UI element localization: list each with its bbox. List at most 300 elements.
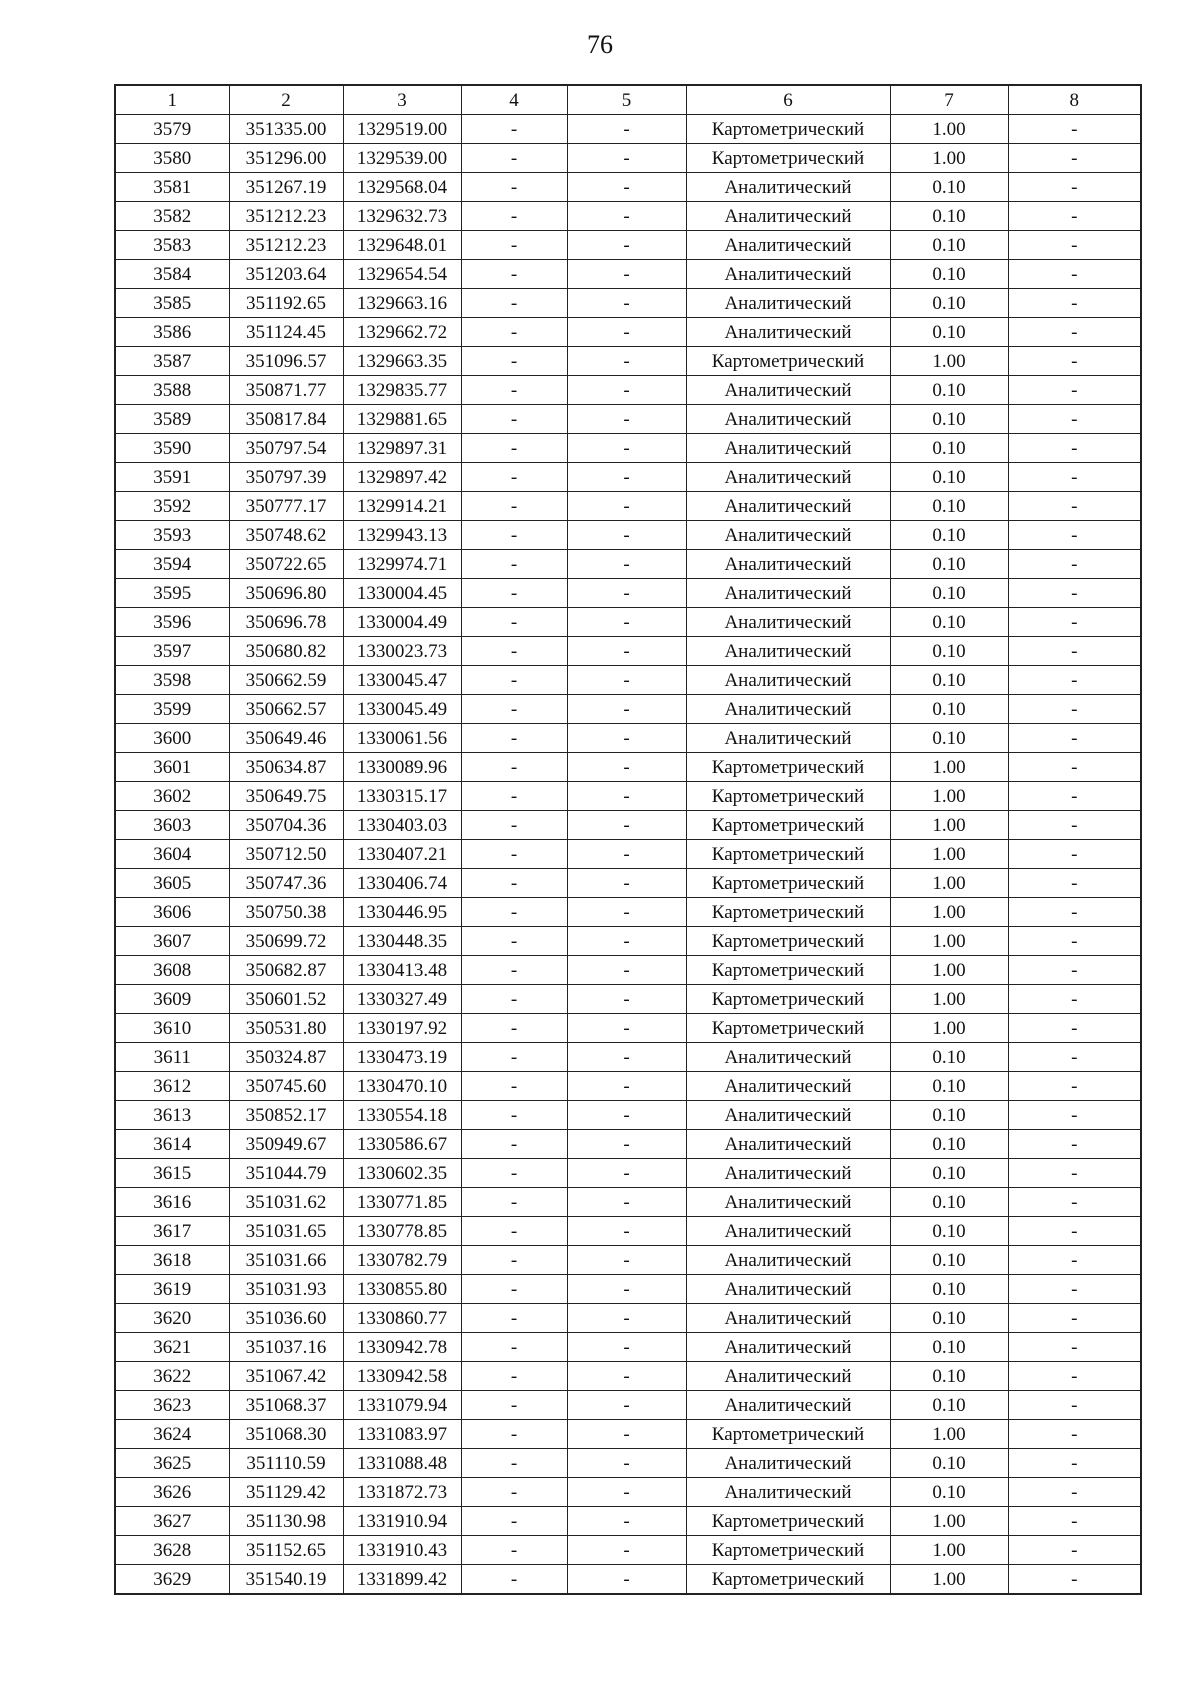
accuracy-cell: 0.10 — [890, 521, 1008, 550]
col-5-cell: - — [567, 1536, 686, 1565]
x-coordinate-cell: 351031.62 — [229, 1188, 343, 1217]
col-4-cell: - — [461, 898, 567, 927]
accuracy-cell: 0.10 — [890, 260, 1008, 289]
table-row — [115, 405, 1141, 434]
y-coordinate-cell: 1329897.42 — [343, 463, 461, 492]
col-4-cell: - — [461, 1275, 567, 1304]
table-row — [115, 347, 1141, 376]
y-coordinate-cell: 1330602.35 — [343, 1159, 461, 1188]
x-coordinate-cell: 350699.72 — [229, 927, 343, 956]
col-4-cell: - — [461, 1217, 567, 1246]
col-4-cell: - — [461, 1449, 567, 1478]
table-row — [115, 1536, 1141, 1565]
x-coordinate-cell: 350949.67 — [229, 1130, 343, 1159]
col-4-cell: - — [461, 260, 567, 289]
table-row — [115, 1101, 1141, 1130]
table-row — [115, 260, 1141, 289]
x-coordinate-cell: 351212.23 — [229, 231, 343, 260]
col-4-cell: - — [461, 1188, 567, 1217]
table-row — [115, 1565, 1141, 1595]
y-coordinate-cell: 1329663.35 — [343, 347, 461, 376]
col-8-cell: - — [1008, 695, 1141, 724]
point-number-cell: 3608 — [115, 956, 229, 985]
col-5-cell: - — [567, 1565, 686, 1595]
method-cell: Аналитический — [686, 231, 890, 260]
point-number-cell: 3603 — [115, 811, 229, 840]
method-cell: Аналитический — [686, 202, 890, 231]
accuracy-cell: 0.10 — [890, 695, 1008, 724]
point-number-cell: 3616 — [115, 1188, 229, 1217]
table-row — [115, 1159, 1141, 1188]
point-number-cell: 3583 — [115, 231, 229, 260]
x-coordinate-cell: 351152.65 — [229, 1536, 343, 1565]
method-cell: Картометрический — [686, 1565, 890, 1595]
col-8-cell: - — [1008, 869, 1141, 898]
col-5-cell: - — [567, 782, 686, 811]
accuracy-cell: 0.10 — [890, 1304, 1008, 1333]
y-coordinate-cell: 1329943.13 — [343, 521, 461, 550]
table-row — [115, 898, 1141, 927]
y-coordinate-cell: 1330778.85 — [343, 1217, 461, 1246]
table-row — [115, 811, 1141, 840]
y-coordinate-cell: 1331872.73 — [343, 1478, 461, 1507]
col-8-cell: - — [1008, 1333, 1141, 1362]
column-header-5: 5 — [567, 85, 686, 115]
point-number-cell: 3614 — [115, 1130, 229, 1159]
col-5-cell: - — [567, 115, 686, 144]
x-coordinate-cell: 350601.52 — [229, 985, 343, 1014]
point-number-cell: 3625 — [115, 1449, 229, 1478]
point-number-cell: 3618 — [115, 1246, 229, 1275]
method-cell: Аналитический — [686, 1217, 890, 1246]
table-row — [115, 782, 1141, 811]
col-5-cell: - — [567, 521, 686, 550]
col-4-cell: - — [461, 956, 567, 985]
method-cell: Картометрический — [686, 1014, 890, 1043]
col-5-cell: - — [567, 695, 686, 724]
accuracy-cell: 0.10 — [890, 434, 1008, 463]
point-number-cell: 3589 — [115, 405, 229, 434]
x-coordinate-cell: 351124.45 — [229, 318, 343, 347]
accuracy-cell: 1.00 — [890, 985, 1008, 1014]
table-row — [115, 1072, 1141, 1101]
method-cell: Аналитический — [686, 695, 890, 724]
point-number-cell: 3610 — [115, 1014, 229, 1043]
point-number-cell: 3627 — [115, 1507, 229, 1536]
col-5-cell: - — [567, 956, 686, 985]
col-8-cell: - — [1008, 782, 1141, 811]
col-4-cell: - — [461, 173, 567, 202]
y-coordinate-cell: 1330942.58 — [343, 1362, 461, 1391]
method-cell: Аналитический — [686, 173, 890, 202]
col-4-cell: - — [461, 434, 567, 463]
method-cell: Аналитический — [686, 1101, 890, 1130]
col-8-cell: - — [1008, 579, 1141, 608]
method-cell: Аналитический — [686, 637, 890, 666]
col-5-cell: - — [567, 1362, 686, 1391]
col-4-cell: - — [461, 1072, 567, 1101]
x-coordinate-cell: 351031.93 — [229, 1275, 343, 1304]
y-coordinate-cell: 1330045.47 — [343, 666, 461, 695]
col-8-cell: - — [1008, 1507, 1141, 1536]
col-4-cell: - — [461, 144, 567, 173]
accuracy-cell: 0.10 — [890, 1449, 1008, 1478]
table-row — [115, 115, 1141, 144]
col-4-cell: - — [461, 231, 567, 260]
column-header-1: 1 — [115, 85, 229, 115]
y-coordinate-cell: 1330403.03 — [343, 811, 461, 840]
col-8-cell: - — [1008, 289, 1141, 318]
col-4-cell: - — [461, 1043, 567, 1072]
table-row — [115, 1014, 1141, 1043]
point-number-cell: 3585 — [115, 289, 229, 318]
accuracy-cell: 1.00 — [890, 347, 1008, 376]
y-coordinate-cell: 1329568.04 — [343, 173, 461, 202]
point-number-cell: 3609 — [115, 985, 229, 1014]
point-number-cell: 3582 — [115, 202, 229, 231]
table-row — [115, 579, 1141, 608]
x-coordinate-cell: 350817.84 — [229, 405, 343, 434]
col-4-cell: - — [461, 1478, 567, 1507]
accuracy-cell: 1.00 — [890, 840, 1008, 869]
col-8-cell: - — [1008, 115, 1141, 144]
col-8-cell: - — [1008, 1565, 1141, 1595]
x-coordinate-cell: 351036.60 — [229, 1304, 343, 1333]
table-row — [115, 1217, 1141, 1246]
y-coordinate-cell: 1329539.00 — [343, 144, 461, 173]
x-coordinate-cell: 350696.80 — [229, 579, 343, 608]
y-coordinate-cell: 1330446.95 — [343, 898, 461, 927]
col-5-cell: - — [567, 376, 686, 405]
col-4-cell: - — [461, 405, 567, 434]
col-8-cell: - — [1008, 840, 1141, 869]
method-cell: Картометрический — [686, 985, 890, 1014]
y-coordinate-cell: 1331899.42 — [343, 1565, 461, 1595]
col-5-cell: - — [567, 840, 686, 869]
col-4-cell: - — [461, 1362, 567, 1391]
y-coordinate-cell: 1330406.74 — [343, 869, 461, 898]
accuracy-cell: 0.10 — [890, 724, 1008, 753]
x-coordinate-cell: 350704.36 — [229, 811, 343, 840]
col-4-cell: - — [461, 1333, 567, 1362]
col-5-cell: - — [567, 985, 686, 1014]
col-8-cell: - — [1008, 1391, 1141, 1420]
col-5-cell: - — [567, 608, 686, 637]
col-4-cell: - — [461, 289, 567, 318]
col-4-cell: - — [461, 492, 567, 521]
col-5-cell: - — [567, 753, 686, 782]
point-number-cell: 3601 — [115, 753, 229, 782]
accuracy-cell: 0.10 — [890, 289, 1008, 318]
y-coordinate-cell: 1330315.17 — [343, 782, 461, 811]
accuracy-cell: 1.00 — [890, 927, 1008, 956]
column-header-7: 7 — [890, 85, 1008, 115]
point-number-cell: 3621 — [115, 1333, 229, 1362]
y-coordinate-cell: 1329654.54 — [343, 260, 461, 289]
method-cell: Картометрический — [686, 1507, 890, 1536]
col-4-cell: - — [461, 1304, 567, 1333]
column-header-4: 4 — [461, 85, 567, 115]
y-coordinate-cell: 1329897.31 — [343, 434, 461, 463]
method-cell: Аналитический — [686, 1159, 890, 1188]
col-8-cell: - — [1008, 985, 1141, 1014]
y-coordinate-cell: 1331083.97 — [343, 1420, 461, 1449]
table-row — [115, 1420, 1141, 1449]
col-4-cell: - — [461, 782, 567, 811]
method-cell: Аналитический — [686, 1275, 890, 1304]
method-cell: Картометрический — [686, 144, 890, 173]
y-coordinate-cell: 1329974.71 — [343, 550, 461, 579]
table-row — [115, 695, 1141, 724]
x-coordinate-cell: 351130.98 — [229, 1507, 343, 1536]
col-8-cell: - — [1008, 318, 1141, 347]
x-coordinate-cell: 351212.23 — [229, 202, 343, 231]
x-coordinate-cell: 350662.59 — [229, 666, 343, 695]
y-coordinate-cell: 1330855.80 — [343, 1275, 461, 1304]
col-8-cell: - — [1008, 898, 1141, 927]
method-cell: Аналитический — [686, 521, 890, 550]
accuracy-cell: 1.00 — [890, 1536, 1008, 1565]
col-8-cell: - — [1008, 1217, 1141, 1246]
accuracy-cell: 1.00 — [890, 144, 1008, 173]
col-5-cell: - — [567, 1333, 686, 1362]
accuracy-cell: 0.10 — [890, 1275, 1008, 1304]
accuracy-cell: 0.10 — [890, 550, 1008, 579]
x-coordinate-cell: 350777.17 — [229, 492, 343, 521]
col-8-cell: - — [1008, 666, 1141, 695]
col-8-cell: - — [1008, 637, 1141, 666]
table-row — [115, 1449, 1141, 1478]
col-8-cell: - — [1008, 1014, 1141, 1043]
col-8-cell: - — [1008, 1130, 1141, 1159]
x-coordinate-cell: 351068.30 — [229, 1420, 343, 1449]
table-row — [115, 202, 1141, 231]
col-4-cell: - — [461, 637, 567, 666]
method-cell: Аналитический — [686, 492, 890, 521]
col-8-cell: - — [1008, 724, 1141, 753]
col-5-cell: - — [567, 1188, 686, 1217]
y-coordinate-cell: 1330448.35 — [343, 927, 461, 956]
x-coordinate-cell: 351267.19 — [229, 173, 343, 202]
table-row — [115, 608, 1141, 637]
accuracy-cell: 0.10 — [890, 173, 1008, 202]
accuracy-cell: 1.00 — [890, 782, 1008, 811]
col-8-cell: - — [1008, 463, 1141, 492]
method-cell: Аналитический — [686, 260, 890, 289]
col-8-cell: - — [1008, 1362, 1141, 1391]
y-coordinate-cell: 1330554.18 — [343, 1101, 461, 1130]
y-coordinate-cell: 1330061.56 — [343, 724, 461, 753]
y-coordinate-cell: 1330023.73 — [343, 637, 461, 666]
point-number-cell: 3584 — [115, 260, 229, 289]
y-coordinate-cell: 1330004.49 — [343, 608, 461, 637]
col-5-cell: - — [567, 434, 686, 463]
col-8-cell: - — [1008, 231, 1141, 260]
y-coordinate-cell: 1329519.00 — [343, 115, 461, 144]
x-coordinate-cell: 351037.16 — [229, 1333, 343, 1362]
col-5-cell: - — [567, 637, 686, 666]
col-4-cell: - — [461, 1536, 567, 1565]
table-row — [115, 985, 1141, 1014]
col-4-cell: - — [461, 1565, 567, 1595]
point-number-cell: 3628 — [115, 1536, 229, 1565]
method-cell: Аналитический — [686, 1391, 890, 1420]
point-number-cell: 3626 — [115, 1478, 229, 1507]
x-coordinate-cell: 351129.42 — [229, 1478, 343, 1507]
method-cell: Аналитический — [686, 463, 890, 492]
accuracy-cell: 0.10 — [890, 579, 1008, 608]
table-row — [115, 724, 1141, 753]
table-row — [115, 492, 1141, 521]
y-coordinate-cell: 1330586.67 — [343, 1130, 461, 1159]
col-8-cell: - — [1008, 376, 1141, 405]
point-number-cell: 3594 — [115, 550, 229, 579]
col-8-cell: - — [1008, 1188, 1141, 1217]
method-cell: Аналитический — [686, 579, 890, 608]
y-coordinate-cell: 1330004.45 — [343, 579, 461, 608]
x-coordinate-cell: 351031.66 — [229, 1246, 343, 1275]
table-row — [115, 434, 1141, 463]
point-number-cell: 3615 — [115, 1159, 229, 1188]
table-row — [115, 521, 1141, 550]
col-5-cell: - — [567, 1420, 686, 1449]
col-5-cell: - — [567, 1014, 686, 1043]
table-row — [115, 753, 1141, 782]
col-8-cell: - — [1008, 1536, 1141, 1565]
y-coordinate-cell: 1331079.94 — [343, 1391, 461, 1420]
col-5-cell: - — [567, 898, 686, 927]
y-coordinate-cell: 1330197.92 — [343, 1014, 461, 1043]
col-4-cell: - — [461, 695, 567, 724]
x-coordinate-cell: 351031.65 — [229, 1217, 343, 1246]
col-8-cell: - — [1008, 202, 1141, 231]
x-coordinate-cell: 350745.60 — [229, 1072, 343, 1101]
col-8-cell: - — [1008, 753, 1141, 782]
col-4-cell: - — [461, 666, 567, 695]
col-4-cell: - — [461, 1101, 567, 1130]
table-row — [115, 1391, 1141, 1420]
x-coordinate-cell: 351192.65 — [229, 289, 343, 318]
col-8-cell: - — [1008, 956, 1141, 985]
point-number-cell: 3588 — [115, 376, 229, 405]
method-cell: Аналитический — [686, 608, 890, 637]
y-coordinate-cell: 1329663.16 — [343, 289, 461, 318]
col-4-cell: - — [461, 1391, 567, 1420]
table-body — [115, 115, 1141, 1595]
x-coordinate-cell: 350852.17 — [229, 1101, 343, 1130]
x-coordinate-cell: 351096.57 — [229, 347, 343, 376]
y-coordinate-cell: 1329632.73 — [343, 202, 461, 231]
table-row — [115, 463, 1141, 492]
col-5-cell: - — [567, 492, 686, 521]
col-5-cell: - — [567, 144, 686, 173]
col-5-cell: - — [567, 289, 686, 318]
accuracy-cell: 0.10 — [890, 1188, 1008, 1217]
table-row — [115, 550, 1141, 579]
accuracy-cell: 1.00 — [890, 956, 1008, 985]
accuracy-cell: 0.10 — [890, 637, 1008, 666]
col-5-cell: - — [567, 1478, 686, 1507]
x-coordinate-cell: 351110.59 — [229, 1449, 343, 1478]
accuracy-cell: 1.00 — [890, 1565, 1008, 1595]
point-number-cell: 3599 — [115, 695, 229, 724]
point-number-cell: 3596 — [115, 608, 229, 637]
col-5-cell: - — [567, 202, 686, 231]
col-5-cell: - — [567, 1449, 686, 1478]
point-number-cell: 3624 — [115, 1420, 229, 1449]
method-cell: Аналитический — [686, 318, 890, 347]
point-number-cell: 3604 — [115, 840, 229, 869]
method-cell: Картометрический — [686, 869, 890, 898]
col-4-cell: - — [461, 202, 567, 231]
column-header-6: 6 — [686, 85, 890, 115]
col-4-cell: - — [461, 869, 567, 898]
col-5-cell: - — [567, 666, 686, 695]
point-number-cell: 3612 — [115, 1072, 229, 1101]
point-number-cell: 3607 — [115, 927, 229, 956]
point-number-cell: 3613 — [115, 1101, 229, 1130]
method-cell: Аналитический — [686, 666, 890, 695]
y-coordinate-cell: 1329881.65 — [343, 405, 461, 434]
y-coordinate-cell: 1330413.48 — [343, 956, 461, 985]
method-cell: Картометрический — [686, 1536, 890, 1565]
column-header-8: 8 — [1008, 85, 1141, 115]
col-5-cell: - — [567, 1304, 686, 1333]
method-cell: Картометрический — [686, 115, 890, 144]
col-4-cell: - — [461, 115, 567, 144]
y-coordinate-cell: 1330089.96 — [343, 753, 461, 782]
col-5-cell: - — [567, 579, 686, 608]
col-8-cell: - — [1008, 173, 1141, 202]
accuracy-cell: 1.00 — [890, 811, 1008, 840]
point-number-cell: 3629 — [115, 1565, 229, 1595]
method-cell: Картометрический — [686, 753, 890, 782]
point-number-cell: 3581 — [115, 173, 229, 202]
col-5-cell: - — [567, 1391, 686, 1420]
point-number-cell: 3600 — [115, 724, 229, 753]
x-coordinate-cell: 350747.36 — [229, 869, 343, 898]
x-coordinate-cell: 350634.87 — [229, 753, 343, 782]
point-number-cell: 3595 — [115, 579, 229, 608]
y-coordinate-cell: 1331910.43 — [343, 1536, 461, 1565]
accuracy-cell: 0.10 — [890, 231, 1008, 260]
table-row — [115, 1043, 1141, 1072]
x-coordinate-cell: 350712.50 — [229, 840, 343, 869]
col-8-cell: - — [1008, 608, 1141, 637]
col-5-cell: - — [567, 405, 686, 434]
accuracy-cell: 0.10 — [890, 1217, 1008, 1246]
col-5-cell: - — [567, 260, 686, 289]
col-8-cell: - — [1008, 260, 1141, 289]
point-number-cell: 3587 — [115, 347, 229, 376]
method-cell: Аналитический — [686, 724, 890, 753]
method-cell: Аналитический — [686, 1362, 890, 1391]
method-cell: Аналитический — [686, 1478, 890, 1507]
table-row — [115, 1304, 1141, 1333]
accuracy-cell: 0.10 — [890, 1362, 1008, 1391]
col-4-cell: - — [461, 376, 567, 405]
col-4-cell: - — [461, 1246, 567, 1275]
accuracy-cell: 0.10 — [890, 1072, 1008, 1101]
col-4-cell: - — [461, 1014, 567, 1043]
accuracy-cell: 0.10 — [890, 405, 1008, 434]
table-row — [115, 637, 1141, 666]
accuracy-cell: 0.10 — [890, 1478, 1008, 1507]
col-8-cell: - — [1008, 550, 1141, 579]
y-coordinate-cell: 1330771.85 — [343, 1188, 461, 1217]
accuracy-cell: 0.10 — [890, 318, 1008, 347]
accuracy-cell: 0.10 — [890, 666, 1008, 695]
